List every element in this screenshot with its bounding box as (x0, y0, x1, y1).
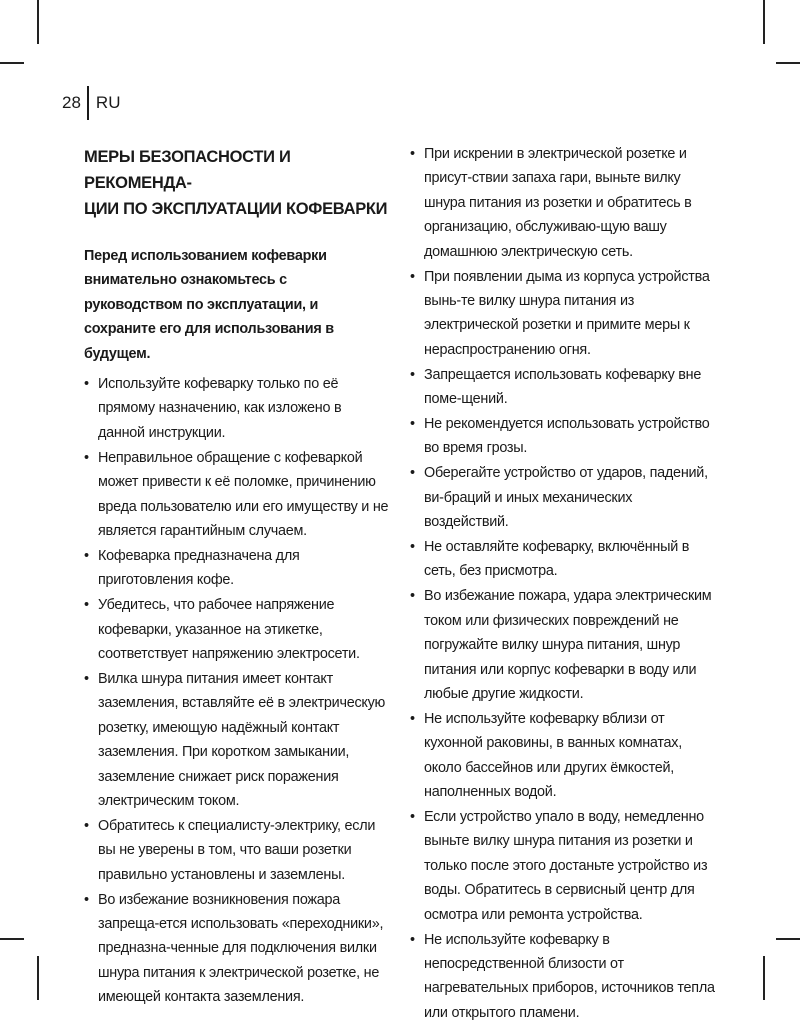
page-header (62, 86, 120, 120)
list-item (84, 814, 389, 887)
list-item-text: • Кофеварка предназначена для приготовления кофе. (98, 547, 300, 589)
list-item-text: • Вилка шнура питания имеет контакт заземления, вставляйте её в электрическую розетку, имеющую надёжный контакт заземления. При коротком замыкании, заземление снижает риск поражения электрическим током. (98, 670, 386, 809)
list-item-text: • Используйте кофеварку только по её прямому назначению, как изложено в данной инструкции. (98, 376, 342, 441)
list-item (410, 535, 715, 584)
list-item (410, 142, 715, 264)
list-item-text: • Не используйте кофеварку вблизи от кухонной раковины, в ванных комнатах, около бассейнов или других ёмкостей, наполненных водой. (424, 710, 682, 801)
page-number: 28 (62, 93, 81, 112)
list-item (84, 372, 389, 445)
left-bullet-list (84, 372, 389, 1010)
crop-mark-bottom-right-horizontal (776, 938, 800, 940)
list-item-text: • Неправильное обращение с кофеваркой может привести к её поломке, причинению вреда пользователю или его имуществу и не является гарантийным случаем. (98, 449, 389, 539)
list-item-text: • Не оставляйте кофеварку, включённый в сеть, без присмотра. (424, 539, 690, 580)
crop-mark-top-left-horizontal (0, 62, 24, 64)
list-item (410, 363, 715, 412)
list-item-text: • Не используйте кофеварку в непосредственной близости от нагревательных приборов, источников тепла или открытого пламени. (424, 931, 715, 1021)
crop-mark-bottom-right-vertical (763, 956, 765, 1000)
list-item (410, 584, 715, 706)
list-item-text: • При искрении в электрической розетке и присут-ствии запаха гари, выньте вилку шнура питания из розетки и обратитесь в организацию, обслуживаю-щую вашу домашнюю электрическую сеть. (424, 146, 692, 260)
crop-mark-top-left-vertical (37, 0, 39, 44)
list-item-text: • Если устройство упало в воду, немедленно выньте вилку шнура питания из розетки и только после этого достаньте устройство из воды. Обратитесь в сервисный центр для осмотра или ремонта устройства. (424, 808, 708, 923)
list-item (84, 888, 389, 1010)
list-item (84, 544, 389, 593)
list-item (84, 593, 389, 666)
left-column (84, 144, 389, 1010)
right-column (410, 142, 715, 1026)
list-item-text: • Во избежание пожара, удара электрическим током или физических повреждений не погружайте вилку шнура питания, шнур питания или корпус кофеварки в воду или любые другие жидкости. (424, 588, 712, 702)
list-item-text: • При появлении дыма из корпуса устройства вынь-те вилку шнура питания из электрической розетки и примите меры к нераспространению огня. (424, 268, 710, 358)
list-item (410, 805, 715, 927)
list-item-text: • Не рекомендуется использовать устройство во время грозы. (424, 415, 710, 457)
section-title-line-1: МЕРЫ БЕЗОПАСНОСТИ И РЕКОМЕНДА- (84, 148, 291, 192)
crop-mark-bottom-left-vertical (37, 956, 39, 1000)
crop-mark-top-right-horizontal (776, 62, 800, 64)
list-item (410, 461, 715, 534)
right-bullet-list (410, 142, 715, 1025)
list-item (410, 412, 715, 461)
crop-mark-bottom-left-horizontal (0, 938, 24, 940)
list-item-text: • Обратитесь к специалисту-электрику, если вы не уверены в том, что ваши розетки правильно установлены и заземлены. (98, 817, 376, 883)
list-item-text: • Запрещается использовать кофеварку вне поме-щений. (424, 366, 702, 408)
list-item-text: • Оберегайте устройство от ударов, падений, ви-браций и иных механических воздействий. (424, 465, 708, 531)
list-item (410, 707, 715, 805)
crop-mark-top-right-vertical (763, 0, 765, 44)
list-item (84, 667, 389, 813)
language-label: RU (95, 93, 121, 112)
section-title-line-2: ЦИИ ПО ЭКСПЛУАТАЦИИ КОФЕВАРКИ (84, 200, 388, 218)
list-item (84, 446, 389, 544)
list-item (410, 265, 715, 363)
section-title (84, 144, 389, 222)
intro-paragraph: Перед использованием кофеварки внимательно ознакомьтесь с руководством по эксплуатации, и сохраните его для использования в будущем. (84, 248, 334, 362)
list-item-text: • Во избежание возникновения пожара запреща-ется использовать «переходники», предназна-ченные для подключения вилки шнура питания к электрической розетке, не имеющей контакта заземления. (98, 891, 384, 1006)
list-item (410, 928, 715, 1026)
list-item-text: • Убедитесь, что рабочее напряжение кофеварки, указанное на этикетке, соответствует напряжению электросети. (98, 597, 360, 662)
